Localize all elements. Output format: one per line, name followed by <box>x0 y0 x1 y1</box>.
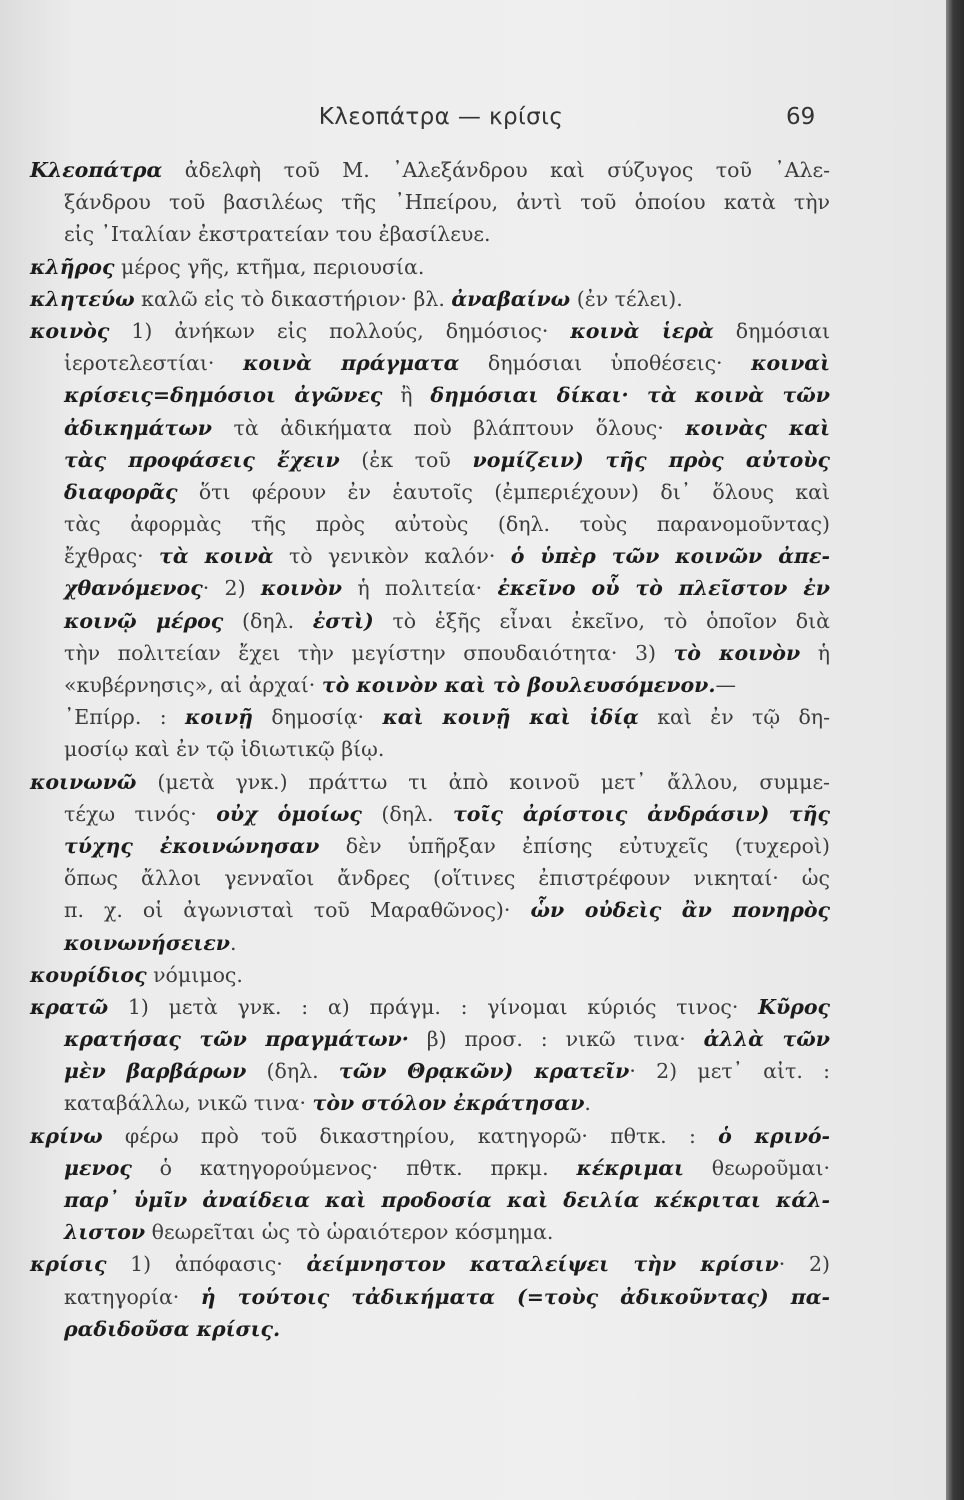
example-phrase: τὰ κοινὰ <box>159 544 274 569</box>
definition-text: τέχω τινός· <box>64 801 217 826</box>
entry-continuation-line <box>30 218 830 250</box>
example-phrase: τὸ κοινὸν καὶ τὸ βουλευσόμενον. <box>321 673 716 697</box>
headword: κοινωνῶ <box>30 769 137 794</box>
definition-text: ἡ πολιτεία· <box>342 576 498 601</box>
example-phrase: κέκριμαι <box>576 1155 684 1180</box>
definition-text: (δηλ. <box>246 1059 339 1084</box>
example-phrase: ἀναβαίνω <box>451 286 571 311</box>
definition-text <box>584 448 606 472</box>
page-edge-shadow <box>946 0 964 1500</box>
headword: κρατῶ <box>30 994 109 1019</box>
example-phrase: ὧν οὐδεὶς ἂν πονηρὸς <box>530 898 831 923</box>
example-phrase: κοινὸν <box>260 576 342 601</box>
example-phrase: μὲν βαρβάρων <box>64 1059 247 1084</box>
entry-continuation-line <box>30 1087 830 1119</box>
example-phrase: κοινῷ μέρος <box>64 608 224 633</box>
definition-text: ἡ <box>800 640 830 665</box>
definition-text: μοσίῳ καὶ ἐν τῷ ἰδιωτικῷ βίῳ. <box>64 737 385 762</box>
entry-continuation-line <box>30 669 830 701</box>
entry-continuation-line <box>30 1281 830 1313</box>
example-phrase: κοινὰ ἱερὰ <box>570 318 714 343</box>
entry-continuation-line <box>30 830 830 862</box>
page-number: 69 <box>786 104 816 130</box>
definition-text: καλῶ εἰς τὸ δικαστήριον· βλ. <box>134 286 452 311</box>
example-phrase: μενος <box>64 1155 132 1180</box>
entry-continuation-line <box>30 1152 830 1184</box>
definition-text: ᾿Επίρρ. : <box>64 705 185 730</box>
definition-text: 1) ἀπόφασις· <box>106 1252 307 1277</box>
entry-continuation-line <box>30 347 830 379</box>
definition-text: (ἐκ τοῦ <box>339 447 473 472</box>
entry-first-line <box>30 315 830 347</box>
definition-text: ἱεροτελεστίαι· <box>64 351 243 376</box>
example-phrase: χθανόμενος <box>64 576 203 601</box>
entry-continuation-line <box>30 379 830 411</box>
definition-text: ἢ <box>382 383 431 408</box>
example-phrase: τὸν στόλον ἐκράτησαν <box>312 1091 585 1116</box>
example-phrase: διαφορᾶς <box>64 479 178 504</box>
entry-continuation-line <box>30 186 830 218</box>
definition-text: — <box>715 673 737 697</box>
definition-text: θεωρεῖται ὡς τὸ ὡραιότερον κόσμημα. <box>145 1220 554 1245</box>
entry-continuation-line <box>30 476 830 508</box>
example-phrase: ὁ κρινό- <box>718 1123 831 1148</box>
entry-first-line <box>30 154 830 186</box>
entry-first-line <box>30 251 830 283</box>
definition-text: νόμιμος. <box>146 962 243 987</box>
entry-first-line <box>30 991 830 1023</box>
dictionary-entries <box>30 154 830 1345</box>
definition-text: «κυβέρνησις», αἱ ἀρχαί· <box>64 673 322 697</box>
example-phrase: ραδιδοῦσα κρίσις. <box>64 1316 281 1341</box>
example-phrase: νομίζειν) <box>472 447 584 472</box>
headword: κρίνω <box>30 1123 103 1148</box>
definition-text: ξάνδρου τοῦ βασιλέως τῆς ᾿Ηπείρου, ἀντὶ τοῦ ὁποίου κατὰ τὴν <box>64 190 830 215</box>
entry-continuation-line <box>30 733 830 765</box>
example-phrase: οὐχ ὁμοίως <box>216 801 362 826</box>
example-phrase: ἡ τούτοις τἀδικήματα (=τοὺς ἀδικοῦντας) πα- <box>200 1284 831 1309</box>
definition-text: δημόσιαι ὑποθέσεις· <box>459 351 752 376</box>
definition-text: 1) ἀνήκων εἰς πολλούς, δημόσιος· <box>109 318 571 343</box>
running-header-title: Κλεοπάτρα — κρίσις <box>318 104 564 130</box>
headword: κλῆρος <box>30 254 115 279</box>
definition-text: (δηλ. <box>361 801 453 826</box>
entry-continuation-line <box>30 572 830 604</box>
definition-text <box>769 802 788 826</box>
definition-text: δημοσίᾳ· <box>253 705 383 730</box>
entry-continuation-line <box>30 1055 830 1087</box>
definition-text: ἔχθρας· <box>64 544 160 569</box>
example-phrase: κοιναὶ <box>751 351 830 376</box>
definition-text: (δηλ. <box>223 608 313 633</box>
definition-text: εἰς ᾿Ιταλίαν ἐκστρατείαν του ἐβασίλευε. <box>64 222 491 247</box>
definition-text: καὶ ἐν τῷ δη- <box>638 705 830 730</box>
definition-text: · 2) <box>202 576 261 601</box>
example-phrase: Κῦρος <box>758 994 830 1019</box>
definition-text: δημόσιαι <box>713 318 830 343</box>
definition-text: β) προσ. : νικῶ τινα· <box>408 1027 704 1052</box>
example-phrase: τοῖς ἀρίστοις ἀνδράσιν) <box>452 801 770 826</box>
entry-continuation-line <box>30 444 830 476</box>
definition-text: φέρω πρὸ τοῦ δικαστηρίου, κατηγορῶ· πθτκ. : <box>102 1123 719 1148</box>
definition-text: ὅπως ἄλλοι γενναῖοι ἄνδρες (οἵτινες ἐπιστρέφουν νικηταί· ὡς <box>64 866 830 891</box>
definition-text: · 2) μετ᾿ αἰτ. : <box>629 1059 830 1084</box>
entry-first-line <box>30 1120 830 1152</box>
definition-text: π. χ. οἱ ἀγωνισταὶ τοῦ Μαραθῶνος)· <box>64 898 531 923</box>
example-phrase: κοινωνήσειεν <box>64 930 231 955</box>
definition-text: μέρος γῆς, κτῆμα, περιουσία. <box>114 254 425 279</box>
entry-continuation-line <box>30 927 830 959</box>
entry-continuation-line <box>30 701 830 733</box>
entry-continuation-line <box>30 1216 830 1248</box>
example-phrase: τῆς <box>788 801 830 826</box>
entry-continuation-line <box>30 1023 830 1055</box>
example-phrase: κοινῇ <box>184 705 254 730</box>
definition-text: τὴν πολιτείαν ἔχει τὴν μεγίστην σπουδαιότητα· 3) <box>64 640 674 665</box>
example-phrase: ἀδικημάτων <box>64 415 212 440</box>
example-phrase: τῆς πρὸς αὐτοὺς <box>605 447 830 472</box>
definition-text: τὸ γενικὸν καλόν· <box>273 544 511 569</box>
example-phrase: καὶ κοινῇ καὶ ἰδίᾳ <box>382 705 639 730</box>
definition-text: τὰς ἀφορμὰς τῆς πρὸς αὐτοὺς (δηλ. τοὺς παρανομοῦντας) <box>64 512 830 537</box>
example-phrase: κρατήσας τῶν πραγμάτων· <box>64 1027 409 1052</box>
example-phrase: τύχης ἐκοινώνησαν <box>64 833 320 858</box>
entry-continuation-line <box>30 1184 830 1216</box>
definition-text: κατηγορία· <box>64 1284 201 1309</box>
definition-text: ἀδελφὴ τοῦ Μ. ᾿Αλεξάνδρου καὶ σύζυγος τοῦ ᾿Αλε- <box>162 158 830 182</box>
example-phrase: κοινὰς καὶ <box>685 415 831 440</box>
headword: Κλεοπάτρα <box>30 158 163 182</box>
example-phrase: ἀείμνηστον καταλείψει τὴν κρίσιν <box>306 1252 779 1277</box>
headword: κρίσις <box>30 1252 107 1277</box>
example-phrase: τὸ κοινὸν <box>673 640 801 665</box>
entry-continuation-line <box>30 798 830 830</box>
headword: κοινὸς <box>30 318 110 343</box>
example-phrase: ὁ ὑπὲρ τῶν κοινῶν ἀπε- <box>510 544 830 569</box>
entry-continuation-line <box>30 412 830 444</box>
example-phrase: κρίσεις=δημόσιοι ἀγῶνες <box>64 383 383 408</box>
entry-continuation-line <box>30 637 830 669</box>
entry-continuation-line <box>30 1313 830 1345</box>
entry-first-line <box>30 766 830 798</box>
example-phrase: δημόσιαι δίκαι· τὰ κοινὰ τῶν <box>430 383 830 408</box>
definition-text: θεωροῦμαι· <box>683 1155 831 1180</box>
headword: κουρίδιος <box>30 962 147 987</box>
definition-text: . <box>230 930 237 955</box>
headword: κλητεύω <box>30 286 135 311</box>
definition-text: τὸ ἑξῆς εἶναι ἐκεῖνο, τὸ ὁποῖον διὰ <box>373 608 830 633</box>
entry-continuation-line <box>30 540 830 572</box>
example-phrase: ἐκεῖνο οὗ τὸ πλεῖστον ἐν <box>497 576 830 601</box>
definition-text: δὲν ὑπῆρξαν ἐπίσης εὐτυχεῖς (τυχεροὶ) <box>319 833 830 858</box>
entry-continuation-line <box>30 605 830 637</box>
example-phrase: τὰς προφάσεις ἔχειν <box>64 447 340 472</box>
example-phrase: τῶν Θρᾳκῶν) κρατεῖν <box>338 1059 630 1084</box>
entry-first-line <box>30 283 830 315</box>
entry-continuation-line <box>30 508 830 540</box>
entry-first-line <box>30 959 830 991</box>
example-phrase: παρ᾿ ὑμῖν ἀναίδεια καὶ προδοσία καὶ δειλία κέκριται κάλ- <box>64 1188 830 1212</box>
example-phrase: ἀλλὰ τῶν <box>703 1027 830 1052</box>
example-phrase: κοινὰ πράγματα <box>242 351 460 376</box>
definition-text: τὰ ἀδικήματα ποὺ βλάπτουν ὅλους· <box>211 415 686 440</box>
definition-text: καταβάλλω, νικῶ τινα· <box>64 1091 313 1116</box>
definition-text: · 2) <box>778 1252 830 1277</box>
definition-text: 1) μετὰ γνκ. : α) πράγμ. : γίνομαι κύριός τινος· <box>108 994 759 1019</box>
entry-first-line <box>30 1248 830 1280</box>
definition-text: (ἐν τέλει). <box>570 286 683 311</box>
definition-text: ὅτι φέρουν ἐν ἑαυτοῖς (ἐμπεριέχουν) δι᾿ ὅλους καὶ <box>177 479 830 504</box>
definition-text: (μετὰ γνκ.) πράττω τι ἀπὸ κοινοῦ μετ᾿ ἄλλου, συμμε- <box>136 769 830 794</box>
entry-continuation-line <box>30 862 830 894</box>
entry-continuation-line <box>30 894 830 926</box>
example-phrase: ἐστὶ) <box>312 608 374 633</box>
definition-text: . <box>584 1091 591 1116</box>
example-phrase: λιστον <box>64 1220 146 1245</box>
definition-text: ὁ κατηγορούμενος· πθτκ. πρκμ. <box>131 1155 577 1180</box>
